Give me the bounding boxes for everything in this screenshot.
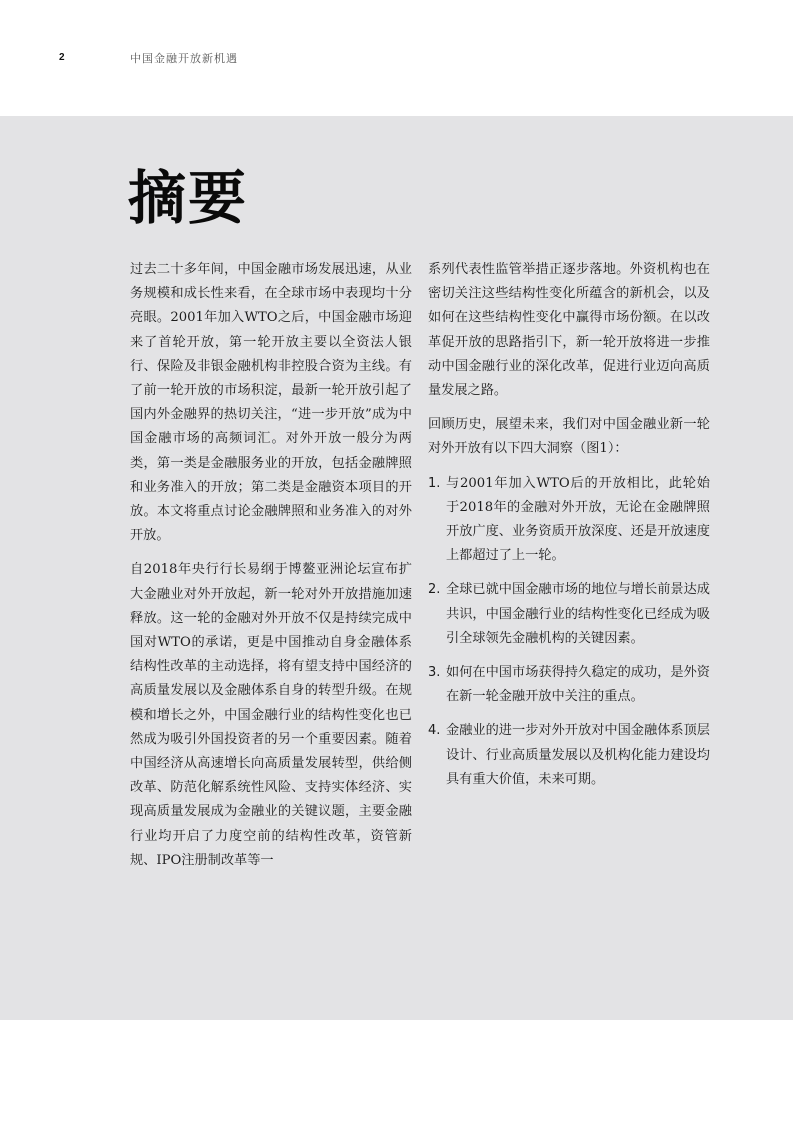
list-item-text: 金融业的进一步对外开放对中国金融体系顶层设计、行业高质量发展以及机构化能力建设均具有重大价值，未来可期。 bbox=[446, 723, 710, 787]
summary-title: 摘要 bbox=[128, 164, 249, 232]
list-item-text: 与2001年加入WTO后的开放相比，此轮始于2018年的金融对外开放，无论在金融牌照开放广度、业务资质开放深度、还是开放速度上都超过了上一轮。 bbox=[446, 475, 710, 564]
list-item-number: 4. bbox=[428, 723, 441, 739]
list-item-number: 2. bbox=[428, 582, 441, 598]
left-column bbox=[130, 258, 412, 883]
running-header: 中国金融开放新机遇 bbox=[130, 52, 238, 65]
list-item-text: 如何在中国市场获得持久稳定的成功，是外资在新一轮金融开放中关注的重点。 bbox=[446, 665, 710, 705]
list-item bbox=[428, 472, 710, 569]
list-item-number: 3. bbox=[428, 665, 441, 681]
list-item-number: 1. bbox=[428, 475, 441, 491]
body-paragraph: 系列代表性监管举措正逐步落地。外资机构也在密切关注这些结构性变化所蕴含的新机会，以及如何在这些结构性变化中赢得市场份额。在以改革促开放的思路指引下，新一轮开放将进一步推动中国金融行业的深化改革，促进行业迈向高质量发展之路。 bbox=[428, 262, 710, 399]
list-item bbox=[428, 578, 710, 651]
insights-list bbox=[428, 472, 710, 792]
list-item bbox=[428, 661, 710, 709]
list-item bbox=[428, 719, 710, 792]
right-column bbox=[428, 258, 710, 802]
body-paragraph: 过去二十多年间，中国金融市场发展迅速，从业务规模和成长性来看，在全球市场中表现均十分亮眼。2001年加入WTO之后，中国金融市场迎来了首轮开放，第一轮开放主要以全资法人银行、保险及非银金融机构非控股合资为主线。有了前一轮开放的市场积淀，最新一轮开放引起了国内外金融界的热切关注，“进一步开放”成为中国金融市场的高频词汇。对外开放一般分为两类，第一类是金融服务业的开放，包括金融牌照和业务准入的开放；第二类是金融资本项目的开放。本文将重点讨论金融牌照和业务准入的对外开放。 bbox=[130, 262, 412, 544]
list-item-text: 全球已就中国金融市场的地位与增长前景达成共识，中国金融行业的结构性变化已经成为吸引全球领先金融机构的关键因素。 bbox=[446, 582, 710, 646]
body-paragraph: 自2018年央行行长易纲于博鳌亚洲论坛宣布扩大金融业对外开放起，新一轮对外开放措施加速释放。这一轮的金融对外开放不仅是持续完成中国对WTO的承诺，更是中国推动自身金融体系结构性改革的主动选择，将有望支持中国经济的高质量发展以及金融体系自身的转型升级。在规模和增长之外，中国金融行业的结构性变化也已然成为吸引外国投资者的另一个重要因素。随着中国经济从高速增长向高质量发展转型，供给侧改革、防范化解系统性风险、支持实体经济、实现高质量发展成为金融业的关键议题，主要金融行业均开启了力度空前的结构性改革，资管新规、IPO注册制改革等一 bbox=[130, 562, 412, 868]
body-paragraph: 回顾历史，展望未来，我们对中国金融业新一轮对外开放有以下四大洞察（图1）： bbox=[428, 417, 710, 457]
page-number: 2 bbox=[59, 52, 65, 63]
